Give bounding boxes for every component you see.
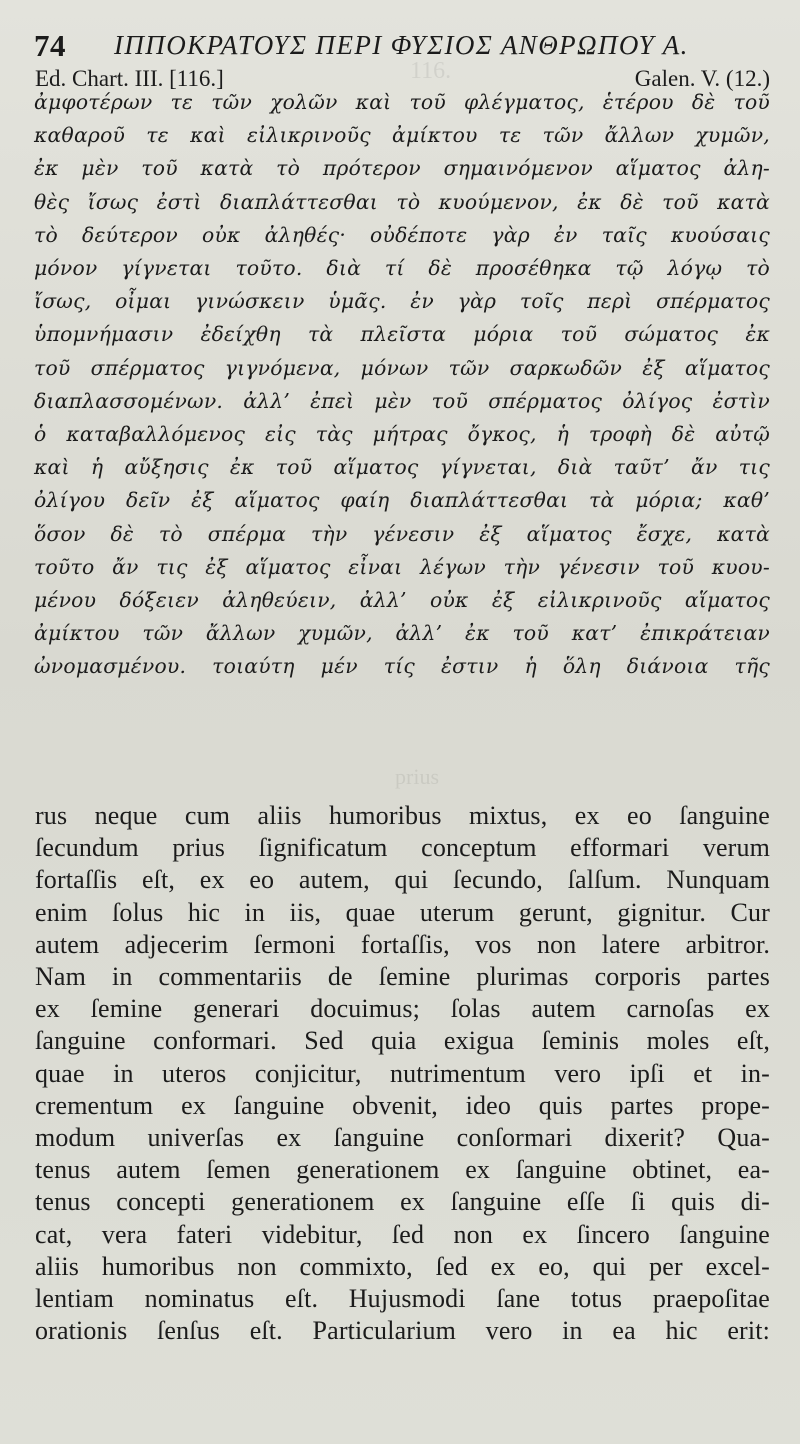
greek-text-line: μένου δόξειεν ἀληθεύειν, ἀλλ’ οὐκ ἐξ εἰλικρινοῦς αἵματος [34, 588, 770, 613]
latin-text-block [35, 800, 770, 1347]
latin-text-line: aliis humoribus non commixto, ſed ex eo, qui per excel- [35, 1251, 770, 1281]
latin-text-line: modum univerſas ex ſanguine conſormari dixerit? Qua- [35, 1123, 770, 1153]
greek-text-line: μόνον γίγνεται τοῦτο. διὰ τί δὲ προσέθηκα τῷ λόγῳ τὸ [34, 256, 770, 281]
latin-text-line: Nam in commentariis de ſemine plurimas corporis partes [35, 962, 770, 992]
greek-text-line: θὲς ἴσως ἐστὶ διαπλάττεσθαι τὸ κυούμενον, ἐκ δὲ τοῦ κατὰ [34, 189, 770, 214]
latin-text-line: ſecundum prius ſignificatum conceptum efformari verum [35, 833, 770, 863]
latin-text-line: rus neque cum aliis humoribus mixtus, ex eo ſanguine [35, 801, 770, 830]
latin-text-line: crementum ex ſanguine obvenit, ideo quis partes prope- [35, 1090, 770, 1120]
page-header [34, 28, 774, 68]
latin-text-line: lentiam nominatus eſt. Hujusmodi ſane totus praepoſitae [35, 1284, 770, 1314]
greek-text-block [34, 86, 770, 684]
latin-text-line: tenus autem ſemen generationem ex ſanguine obtinet, ea- [35, 1155, 770, 1185]
latin-text-line: enim ſolus hic in iis, quae uterum gerunt, gignitur. Cur [35, 897, 770, 927]
latin-text-line: ſanguine conformari. Sed quia exigua ſeminis moles eſt, [35, 1026, 770, 1056]
greek-text-line: ὀλίγου δεῖν ἐξ αἵματος φαίη διαπλάττεσθαι τὰ μόρια; καθ’ [34, 488, 770, 513]
galen-reference: Galen. V. (12.) [634, 66, 770, 91]
greek-text-line: ἀμίκτου τῶν ἄλλων χυμῶν, ἀλλ’ ἐκ τοῦ κατ’ ἐπικράτειαν [34, 621, 770, 646]
greek-text-line: ἐκ μὲν τοῦ κατὰ τὸ πρότερον σημαινόμενον αἵματος ἀλη- [34, 156, 770, 181]
greek-text-line: ἀμφοτέρων τε τῶν χολῶν καὶ τοῦ φλέγματος, ἑτέρου δὲ τοῦ [34, 90, 770, 114]
latin-text-line: tenus concepti generationem ex ſanguine eſſe ſi quis di- [35, 1187, 770, 1217]
latin-text-line: orationis ſenſus eſt. Particularium vero in ea hic erit: [35, 1316, 770, 1346]
page-number: 74 [34, 28, 66, 63]
greek-text-line: καὶ ἡ αὔξησις ἐκ τοῦ αἵματος γίγνεται, διὰ ταῦτ’ ἄν τις [34, 455, 770, 480]
chartier-reference: Ed. Chart. III. [116.] [35, 66, 224, 91]
latin-text-line: autem adjecerim ſermoni fortaſſis, vos non latere arbitror. [35, 929, 770, 959]
greek-text-line: ὁ καταβαλλόμενος εἰς τὰς μήτρας ὄγκος, ἡ τροφὴ δὲ αὐτῷ [34, 422, 770, 447]
greek-text-line: διαπλασσομένων. ἀλλ’ ἐπεὶ μὲν τοῦ σπέρματος ὀλίγος ἐστὶν [34, 388, 770, 413]
latin-text-line: fortaſſis eſt, ex eo autem, qui ſecundo, ſalſum. Nunquam [35, 865, 770, 895]
greek-text-line: τοῦ σπέρματος γιγνόμενα, μόνων τῶν σαρκωδῶν ἐξ αἵματος [34, 355, 770, 380]
greek-text-line: τοῦτο ἄν τις ἐξ αἵματος εἶναι λέγων τὴν γένεσιν τοῦ κυου- [34, 554, 770, 579]
running-title: ΙΠΠΟΚΡΑΤΟΥΣ ΠΕΡΙ ΦΥΣΙΟΣ ΑΝΘΡΩΠΟΥ Α. [114, 30, 689, 60]
latin-text-line: ex ſemine generari docuimus; ſolas autem carnoſas ex [35, 994, 770, 1024]
greek-text-line: τὸ δεύτερον οὐκ ἀληθές· οὐδέποτε γὰρ ἐν ταῖς κυούσαις [34, 222, 770, 247]
latin-text-line: cat, vera fateri videbitur, ſed non ex ſincero ſanguine [35, 1219, 770, 1249]
greek-text-line: καθαροῦ τε καὶ εἰλικρινοῦς ἀμίκτου τε τῶν ἄλλων χυμῶν, [34, 123, 770, 148]
latin-text-line: quae in uteros conjicitur, nutrimentum vero ipſi et in- [35, 1058, 770, 1088]
show-through-text: 116. [410, 58, 452, 84]
greek-text-line: ὅσον δὲ τὸ σπέρμα τὴν γένεσιν ἐξ αἵματος ἔσχε, κατὰ [34, 521, 770, 546]
greek-text-line: ὠνομασμένου. τοιαύτη μέν τίς ἐστιν ἡ ὅλη διάνοια τῆς [34, 654, 770, 679]
greek-text-line: ἴσως, οἶμαι γινώσκειν ὑμᾶς. ἐν γὰρ τοῖς περὶ σπέρματος [34, 289, 770, 314]
show-through-text: prius [395, 764, 439, 789]
greek-text-line: ὑπομνήμασιν ἐδείχθη τὰ πλεῖστα μόρια τοῦ σώματος ἐκ [34, 322, 770, 347]
